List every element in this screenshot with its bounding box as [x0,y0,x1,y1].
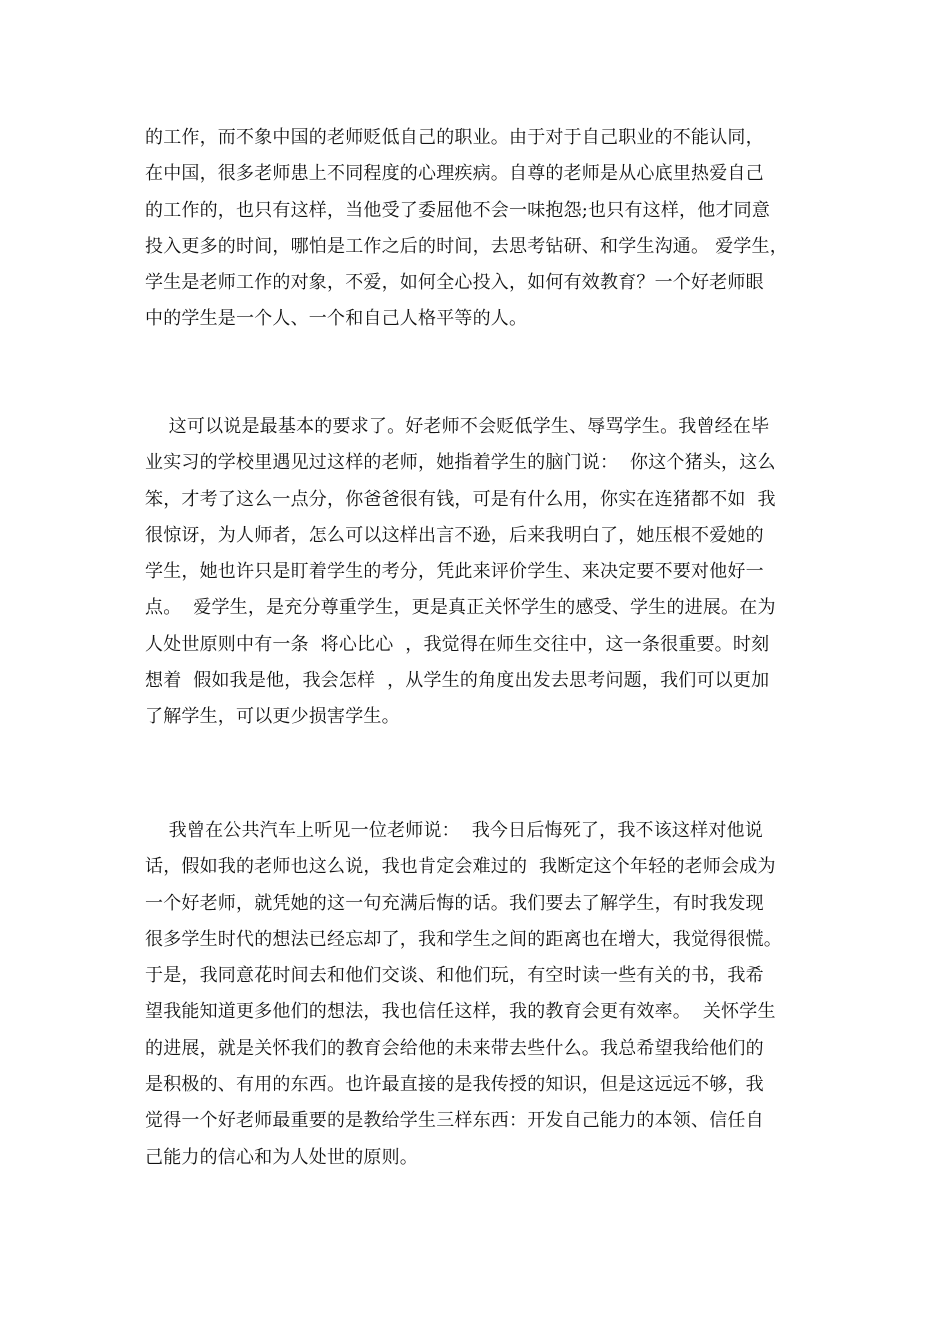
text-line: 中的学生是一个人、一个和自己人格平等的人。 [145,308,528,330]
text-line: 投入更多的时间，哪怕是工作之后的时间，去思考钻研、和学生沟通。 爱学生， [145,235,788,257]
text-line: 笨，才考了这么一点分，你爸爸很有钱，可是有什么用，你实在连猪都不如 我 [145,488,776,510]
text-line: 点。 爱学生，是充分尊重学生，更是真正关怀学生的感受、学生的进展。在为 [145,597,776,619]
paragraph-3 [145,813,825,1176]
text-line: 望我能知道更多他们的想法，我也信任这样，我的教育会更有效率。 关怀学生 [145,1001,776,1023]
text-line: 己能力的信心和为人处世的原则。 [145,1146,418,1168]
text-line: 学生，她也许只是盯着学生的考分，凭此来评价学生、来决定要不要对他好一 [145,561,764,583]
text-line: 很惊讶，为人师者，怎么可以这样出言不逊，后来我明白了，她压根不爱她的 [145,524,764,546]
text-line: 了解学生，可以更少损害学生。 [145,706,400,728]
text-line: 学生是老师工作的对象，不爱，如何全心投入，如何有效教育？一个好老师眼 [145,272,764,294]
text-line: 我曾在公共汽车上听见一位老师说： 我今日后悔死了，我不该这样对他说 [145,820,763,841]
text-line: 在中国，很多老师患上不同程度的心理疾病。自尊的老师是从心底里热爱自己 [145,163,764,185]
text-line: 一个好老师，就凭她的这一句充满后悔的话。我们要去了解学生，有时我发现 [145,892,764,914]
text-line: 很多学生时代的想法已经忘却了，我和学生之间的距离也在增大，我觉得很慌。 [145,928,782,950]
text-line: 的工作的，也只有这样，当他受了委屈他不会一味抱怨;也只有这样，他才同意 [145,199,771,221]
paragraph-2 [145,409,825,736]
text-line: 于是，我同意花时间去和他们交谈、和他们玩，有空时读一些有关的书，我希 [145,965,764,987]
text-line: 业实习的学校里遇见过这样的老师，她指着学生的脑门说： 你这个猪头，这么 [145,452,776,474]
paragraph-1 [145,120,825,338]
text-line: 这可以说是最基本的要求了。好老师不会贬低学生、辱骂学生。我曾经在毕 [145,416,770,437]
text-line: 的工作，而不象中国的老师贬低自己的职业。由于对于自己职业的不能认同， [145,127,764,148]
text-line: 人处世原则中有一条 将心比心 ，我觉得在师生交往中，这一条很重要。时刻 [145,633,770,655]
text-line: 话，假如我的老师也这么说，我也肯定会难过的 我断定这个年轻的老师会成为 [145,856,776,878]
text-line: 觉得一个好老师最重要的是教给学生三样东西：开发自己能力的本领、信任自 [145,1110,764,1132]
text-line: 想着 假如我是他，我会怎样 ，从学生的角度出发去思考问题，我们可以更加 [145,670,770,692]
text-line: 的进展，就是关怀我们的教育会给他的未来带去些什么。我总希望我给他们的 [145,1037,764,1059]
text-line: 是积极的、有用的东西。也许最直接的是我传授的知识，但是这远远不够，我 [145,1074,764,1096]
